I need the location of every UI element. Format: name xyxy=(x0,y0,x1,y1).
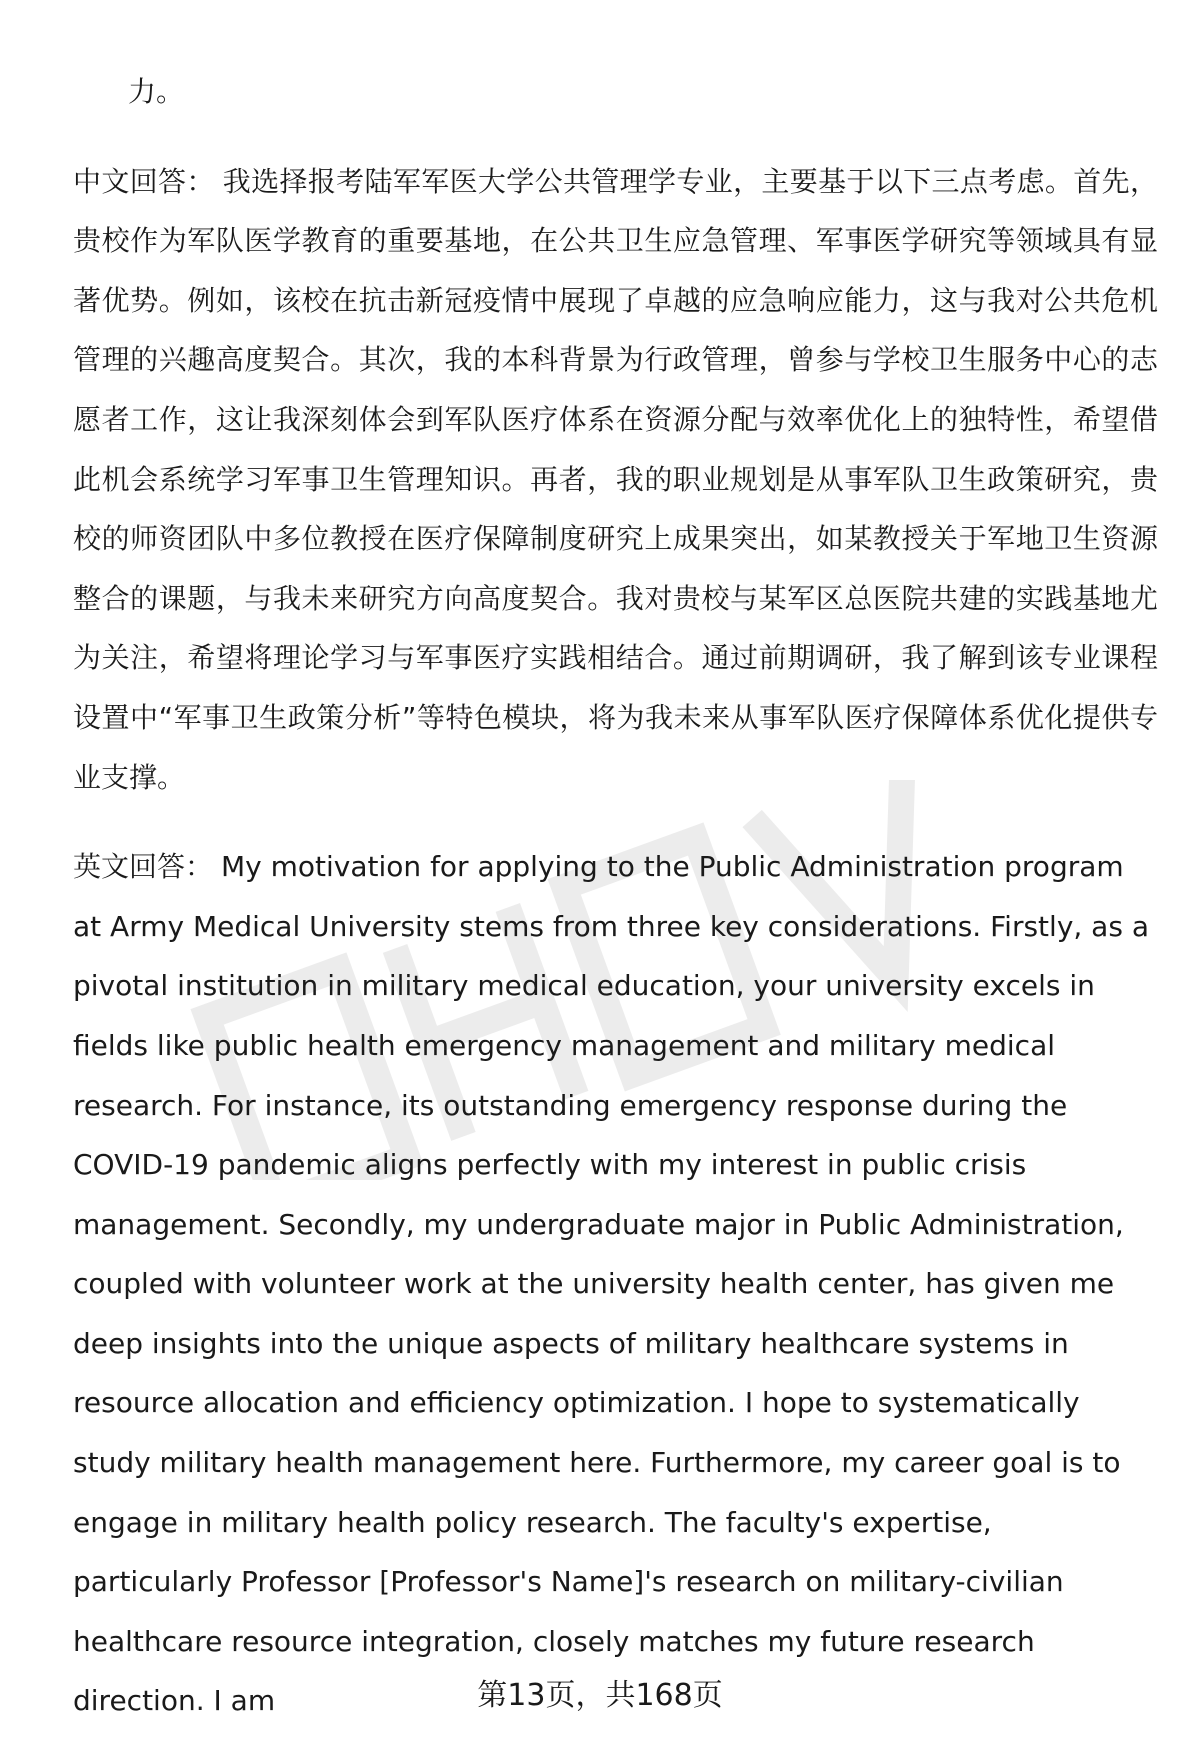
english-answer-label: 英文回答： xyxy=(73,850,214,884)
chinese-answer-paragraph xyxy=(73,152,1158,808)
english-answer-text: My motivation for applying to the Public Administration program at Army Medical University stems from three key considerations. Firstly, as a pivotal institution in military medical education, your university excels in fields like public health emergency management and military medical research. For instance, its outstanding emergency response during the COVID-19 pandemic aligns perfectly with my interest in public crisis management. Secondly, my undergraduate major in Public Administration, coupled with volunteer work at the university health center, has given me deep insights into the unique aspects of military healthcare systems in resource allocation and efficiency optimization. I hope to systematically study military health management here. Furthermore, my career goal is to engage in military health policy research. The faculty's expertise, particularly Professor [Professor's Name]'s research on military-civilian healthcare resource integration, closely matches my future research direction. I am xyxy=(73,850,1149,1718)
chinese-answer-label: 中文回答： xyxy=(73,164,215,198)
english-answer-paragraph xyxy=(73,837,1158,1731)
document-body xyxy=(73,62,1158,1731)
intro-tail-text: 力。 xyxy=(128,75,185,108)
chinese-answer-text: 我选择报考陆军军医大学公共管理学专业，主要基于以下三点考虑。首先，贵校作为军队医学教育的重要基地，在公共卫生应急管理、军事医学研究等领域具有显著优势。例如，该校在抗击新冠疫情中展现了卓越的应急响应能力，这与我对公共危机管理的兴趣高度契合。其次，我的本科背景为行政管理，曾参与学校卫生服务中心的志愿者工作，这让我深刻体会到军队医疗体系在资源分配与效率优化上的独特性，希望借此机会系统学习军事卫生管理知识。再者，我的职业规划是从事军队卫生政策研究，贵校的师资团队中多位教授在医疗保障制度研究上成果突出，如某教授关于军地卫生资源整合的课题，与我未来研究方向高度契合。我对贵校与某军区总医院共建的实践基地尤为关注，希望将理论学习与军事医疗实践相结合。通过前期调研，我了解到该专业课程设置中“军事卫生政策分析”等特色模块，将为我未来从事军队医疗保障体系优化提供专业支撑。 xyxy=(73,164,1158,794)
page-number-footer: 第13页，共168页 xyxy=(477,1678,723,1713)
